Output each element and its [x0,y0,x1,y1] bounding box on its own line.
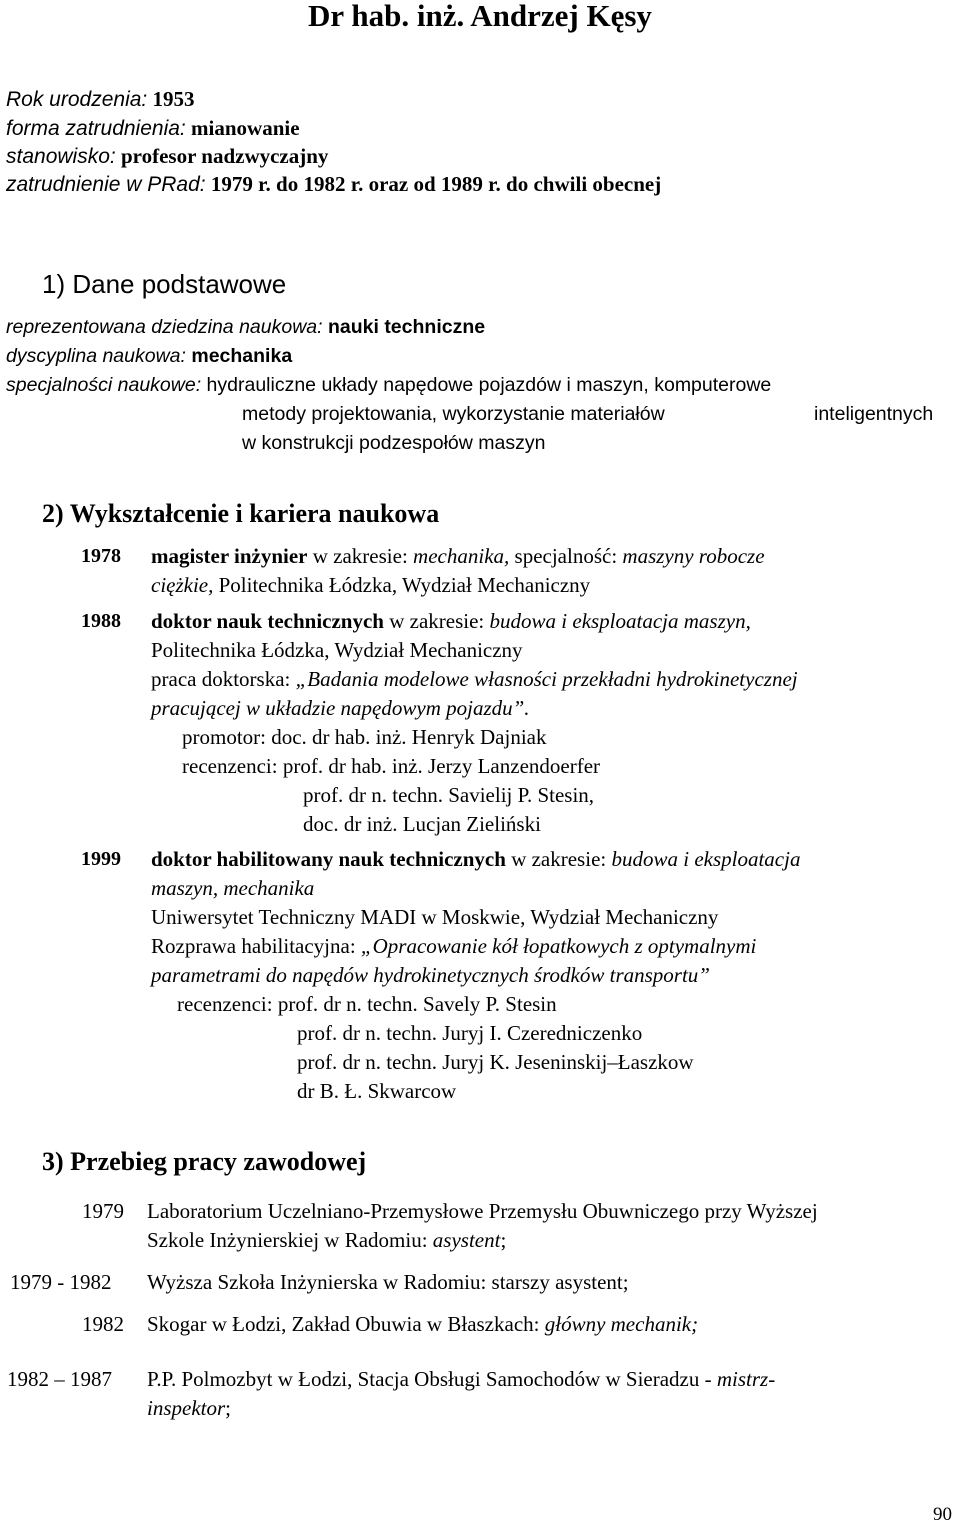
edu-1999-reviewers-4: dr B. Ł. Skwarcow [297,1079,457,1103]
field-label: reprezentowana dziedzina naukowa: [6,316,323,338]
birth-value: 1953 [152,87,195,111]
edu-1988-line-1: doktor nauk technicznych w zakresie: budowa i eksploatacja maszyn, [151,609,751,633]
edu-1978-degree: magister inżynier [151,544,308,568]
spec-line-3: w konstrukcji podzespołów maszyn [242,432,546,454]
page-title: Dr hab. inż. Andrzej Kęsy [308,0,652,33]
spec-text-1: hydrauliczne układy napędowe pojazdów i maszyn, komputerowe [206,374,772,396]
career-years-1979-1982: 1979 - 1982 [10,1270,112,1294]
year-1978: 1978 [81,545,121,567]
career-1982-1987-line-2: inspektor; [147,1396,231,1420]
position-label: stanowisko: [6,145,116,168]
edu-1999-degree: doktor habilitowany nauk technicznych [151,847,506,871]
discipline-value: mechanika [191,345,293,367]
spec-line-2a: metody projektowania, wykorzystanie materiałów [242,403,665,425]
field-value: nauki techniczne [327,316,486,338]
edu-1988-line-2: Politechnika Łódzka, Wydział Mechaniczny [151,638,523,662]
edu-1999-line-1: doktor habilitowany nauk technicznych w zakresie: budowa i eksploatacja [151,847,801,871]
career-years-1982-1987: 1982 – 1987 [7,1367,112,1391]
edu-1988-reviewers-2: prof. dr n. techn. Savielij P. Stesin, [303,783,595,807]
edu-1988-degree: doktor nauk technicznych [151,609,384,633]
career-1982-1987-line-1: P.P. Polmozbyt w Łodzi, Stacja Obsługi Samochodów w Sieradzu - mistrz- [147,1367,776,1391]
section1-heading: 1) Dane podstawowe [42,269,287,299]
discipline-label: dyscyplina naukowa: [6,345,186,367]
discipline-line [6,345,292,368]
career-years-1979: 1979 [82,1199,124,1223]
prad-label: zatrudnienie w PRad: [6,173,206,196]
edu-1978-line-1: magister inżynier w zakresie: mechanika, specjalność: maszyny robocze [151,544,765,568]
career-1979-1982-line-1: Wyższa Szkoła Inżynierska w Radomiu: starszy asystent; [147,1270,629,1294]
career-1979-line-1: Laboratorium Uczelniano-Przemysłowe Przemysłu Obuwniczego przy Wyższej [147,1199,818,1223]
birth-label: Rok urodzenia: [6,88,148,111]
edu-1988-reviewers-3: doc. dr inż. Lucjan Zieliński [303,812,541,836]
employment-line [6,116,300,141]
spec-line-1 [6,374,771,397]
edu-1999-line-3: Uniwersytet Techniczny MADI w Moskwie, Wydział Mechaniczny [151,905,719,929]
birth-line [6,87,195,112]
career-1982-line-1: Skogar w Łodzi, Zakład Obuwia w Błaszkach: główny mechanik; [147,1312,699,1336]
spec-label: specjalności naukowe: [6,374,202,396]
edu-1999-hab-2: parametrami do napędów hydrokinetycznych środków transportu” [151,963,710,987]
section2-heading: 2) Wykształcenie i kariera naukowa [42,499,440,528]
edu-1999-reviewers-2: prof. dr n. techn. Juryj I. Czeredniczenko [297,1021,643,1045]
edu-1988-reviewers-1: recenzenci: prof. dr hab. inż. Jerzy Lanzendoerfer [182,754,601,778]
year-1988: 1988 [81,610,121,632]
section3-heading: 3) Przebieg pracy zawodowej [42,1147,367,1176]
edu-1999-reviewers-3: prof. dr n. techn. Juryj K. Jeseninskij–Łaszkow [297,1050,694,1074]
prad-value: 1979 r. do 1982 r. oraz od 1989 r. do chwili obecnej [210,172,662,196]
page-number: 90 [933,1504,952,1525]
edu-1999-reviewers-1: recenzenci: prof. dr n. techn. Savely P. Stesin [177,992,557,1016]
edu-1999-hab-1: Rozprawa habilitacyjna: „Opracowanie kół łopatkowych z optymalnymi [151,934,757,958]
spec-line-2b: inteligentnych [814,403,934,425]
prad-line [6,172,661,197]
employment-label: forma zatrudnienia: [6,117,186,140]
edu-1978-line-2: ciężkie, Politechnika Łódzka, Wydział Mechaniczny [151,573,591,597]
field-line [6,316,485,339]
employment-value: mianowanie [191,116,300,140]
edu-1988-thesis-2: pracującej w układzie napędowym pojazdu”. [151,696,530,720]
position-value: profesor nadzwyczajny [120,144,329,168]
edu-1988-promoter: promotor: doc. dr hab. inż. Henryk Dajniak [182,725,547,749]
year-1999: 1999 [81,848,121,870]
career-years-1982: 1982 [82,1312,124,1336]
edu-1988-thesis-1: praca doktorska: „Badania modelowe własności przekładni hydrokinetycznej [151,667,798,691]
edu-1999-line-2: maszyn, mechanika [151,876,315,900]
career-1979-line-2: Szkole Inżynierskiej w Radomiu: asystent; [147,1228,507,1252]
position-line [6,144,328,169]
